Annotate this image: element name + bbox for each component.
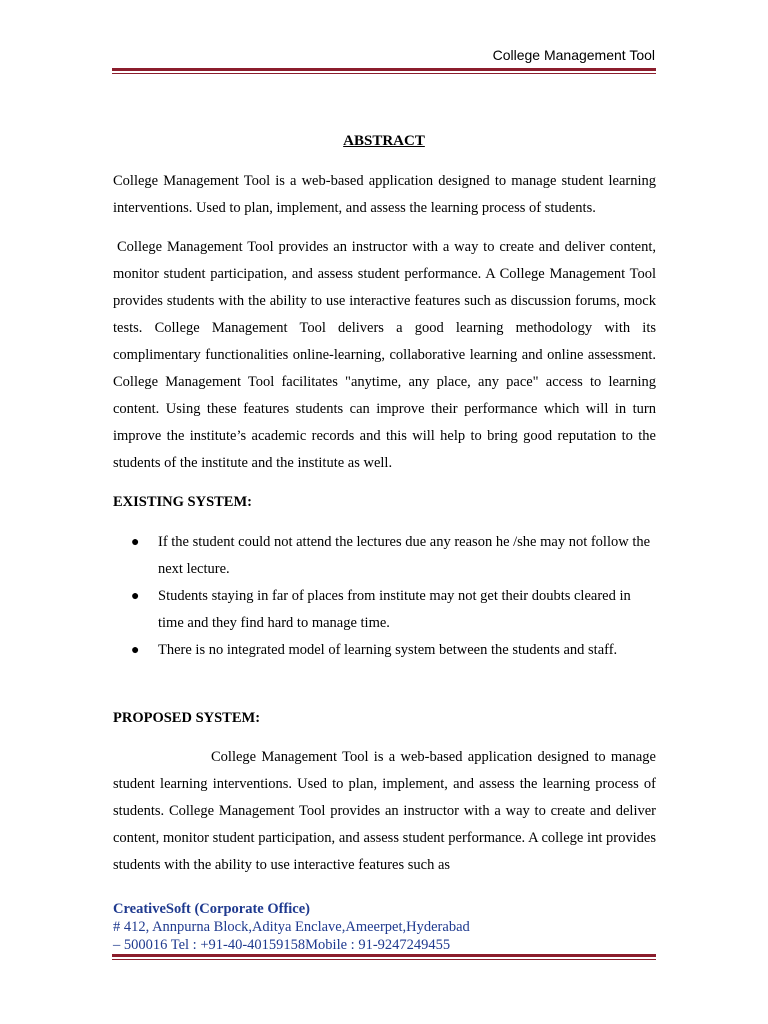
footer	[113, 900, 470, 954]
footer-rule	[112, 954, 656, 960]
proposed-system-paragraph: College Management Tool is a web-based application designed to manage student learning interventions. Used to plan, implement, and assess the learning process of students. College Management Tool provides an instructor with a way to create and deliver content, monitor student participation, and assess student performance. A college int provides students with the ability to use interactive features such as	[113, 749, 656, 873]
list-item	[113, 583, 658, 637]
abstract-paragraph-1: College Management Tool is a web-based application designed to manage student learning interventions. Used to plan, implement, and assess the learning process of students.	[113, 173, 656, 216]
footer-company: CreativeSoft (Corporate Office)	[113, 901, 311, 917]
header-title: College Management Tool	[492, 47, 655, 63]
list-item-text: There is no integrated model of learning system between the students and staff.	[158, 642, 618, 658]
list-item	[113, 637, 658, 664]
header-rule	[112, 68, 656, 74]
list-item-text: If the student could not attend the lectures due any reason he /she may not follow the next lecture.	[158, 534, 651, 577]
bullet-icon: ●	[131, 643, 140, 658]
existing-system-list	[113, 529, 658, 664]
abstract-paragraph-2: College Management Tool provides an instructor with a way to create and deliver content, monitor student participation, and assess student performance. A College Management Tool provides students with the ability to use interactive features such as discussion forums, mock tests. College Management Tool delivers a good learning methodology with its complimentary functionalities online-learning, collaborative learning and online assessment. College Management Tool facilitates "anytime, any place, any pace" access to learning content. Using these features students can improve their performance which will in turn improve the institute’s academic records and this will help to bring good reputation to the students of the institute and the institute as well.	[113, 239, 656, 471]
footer-address-line-2: – 500016 Tel : +91-40-40159158Mobile : 91-9247249455	[113, 937, 451, 953]
list-item-text: Students staying in far of places from institute may not get their doubts cleared in time and they find hard to manage time.	[158, 588, 631, 631]
abstract-heading: ABSTRACT	[343, 133, 425, 149]
existing-system-heading: EXISTING SYSTEM:	[113, 494, 252, 510]
bullet-icon: ●	[131, 535, 140, 550]
footer-address-line-1: # 412, Annpurna Block,Aditya Enclave,Ameerpet,Hyderabad	[113, 919, 470, 935]
list-item	[113, 529, 658, 583]
bullet-icon: ●	[131, 589, 140, 604]
proposed-system-heading: PROPOSED SYSTEM:	[113, 710, 261, 726]
